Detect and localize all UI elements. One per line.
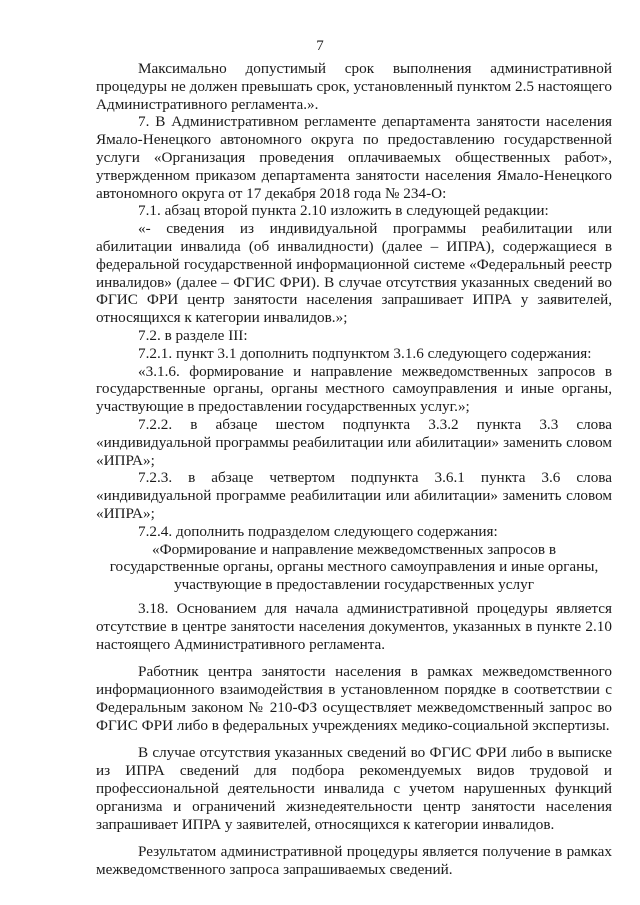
paragraph-result: Результатом административной процедуры является получение в рамках межведомственного запроса запрашиваемых сведений. [96,843,612,879]
paragraph-item-7-2: 7.2. в разделе III: [138,326,248,344]
paragraph-absence-case: В случае отсутствия указанных сведений во ФГИС ФРИ либо в выписке из ИПРА сведений для подбора рекомендуемых видов трудовой и профессиональной деятельности инвалида с учетом нарушенных функций организма и ограничений жизнедеятельности центр занятости населения запрашивает ИПРА у заявителей, относящихся к категории инвалидов. [96,744,612,833]
document-body [96,60,612,879]
paragraph-item-3-18: 3.18. Основанием для начала административной процедуры является отсутствие в центре занятости населения документов, указанных в пункте 2.10 настоящего Административного регламента. [96,599,612,653]
paragraph-item-7-1: 7.1. абзац второй пункта 2.10 изложить в следующей редакции: [138,202,549,220]
paragraph-ipra-definition: «- сведения из индивидуальной программы реабилитации или абилитации инвалида (об инвалидности) (далее – ИПРА), содержащиеся в федеральной государственной информационной системе «Федеральный реестр инвалидов» (далее – ФГИС ФРИ). В случае отсутствия указанных сведений во ФГИС ФРИ центр занятости населения запрашивает ИПРА у заявителей, относящихся к категории инвалидов.»; [96,220,612,327]
page-number: 7 [316,38,324,54]
paragraph-item-3-1-6: «3.1.6. формирование и направление межведомственных запросов в государственные органы, органы местного самоуправления и иные органы, участвующие в предоставлении государственных услуг.»; [96,362,612,416]
paragraph-item-7-2-1: 7.2.1. пункт 3.1 дополнить подпунктом 3.1.6 следующего содержания: [138,344,592,362]
paragraph-worker-request: Работник центра занятости населения в рамках межведомственного информационного взаимодействия в установленном порядке в соответствии с Федеральным законом № 210-ФЗ осуществляет межведомственный запрос во ФГИС ФРИ либо в федеральных учреждениях медико-социальной экспертизы. [96,663,612,734]
subsection-heading: «Формирование и направление межведомственных запросов в государственные органы, органы местного самоуправления и иные органы, участвующие в предоставлении государственных услуг [109,540,599,594]
paragraph-item-7: 7. В Административном регламенте департамента занятости населения Ямало-Ненецкого автономного округа по предоставлению государственной услуги «Организация проведения оплачиваемых общественных работ», утвержденном приказом департамента занятости населения Ямало-Ненецкого автономного округа от 17 декабря 2018 года № 234-О: [96,113,612,202]
paragraph-item-7-2-4: 7.2.4. дополнить подразделом следующего содержания: [138,522,498,540]
paragraph-item-7-2-2: 7.2.2. в абзаце шестом подпункта 3.3.2 пункта 3.3 слова «индивидуальной программы реабилитации или абилитации» заменить словом «ИПРА»; [96,415,612,469]
paragraph-item-7-2-3: 7.2.3. в абзаце четвертом подпункта 3.6.1 пункта 3.6 слова «индивидуальной программе реабилитации или абилитации» заменить словом «ИПРА»; [96,469,612,522]
paragraph-max-term: Максимально допустимый срок выполнения административной процедуры не должен превышать срок, установленный пунктом 2.5 настоящего Административного регламента.». [96,60,612,113]
